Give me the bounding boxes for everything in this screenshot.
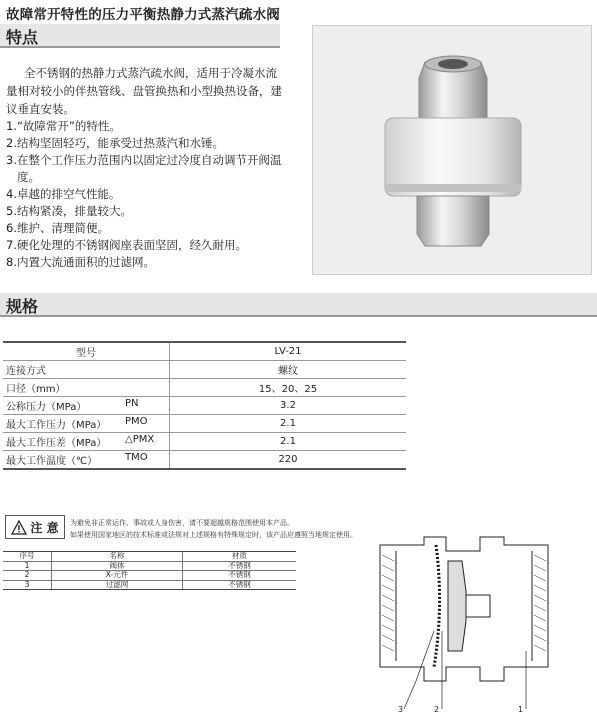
spec-symbol: PMO [125, 416, 148, 427]
model-value: LV-21 [170, 342, 407, 361]
page-title: 故障常开特性的压力平衡热静力式蒸汽疏水阀 [6, 7, 280, 23]
features-list [6, 118, 288, 271]
spec-symbol: TMO [125, 452, 148, 463]
warning-icon [11, 520, 27, 535]
part-name: 阀体 [52, 561, 183, 571]
spec-symbol: △PMX [125, 434, 155, 445]
part-material: 不锈钢 [183, 561, 297, 571]
callout-label: 3 [398, 705, 404, 714]
part-no: 2 [3, 571, 52, 581]
spec-value: 220 [170, 451, 407, 470]
features-intro: 全不锈钢的热静力式蒸汽疏水阀，适用于冷凝水流量相对较小的伴热管线、盘管换热和小型换热设备，建议垂直安装。 [6, 66, 282, 116]
parts-header-cell: 序号 [3, 552, 52, 562]
caution-note-1: 为避免非正常运作、事故或人身伤害，请不要超越规格范围使用本产品。 [70, 519, 294, 527]
part-material: 不锈钢 [183, 571, 297, 581]
table-row [3, 561, 296, 571]
spec-value: 2.1 [170, 433, 407, 451]
specs-heading-bar [0, 293, 597, 317]
specs-header-row [3, 342, 406, 361]
feature-item: 3.在整个工作压力范围内以固定过冷度自动调节开阀温度。 [6, 153, 282, 184]
parts-header-cell: 名称 [52, 552, 183, 562]
spec-label: 连接方式 [6, 366, 46, 377]
table-row [3, 397, 406, 415]
spec-value: 螺纹 [170, 361, 407, 379]
feature-item: 2.结构坚固轻巧，能承受过热蒸汽和水锤。 [6, 136, 224, 150]
parts-header-row [3, 552, 296, 562]
parts-header-cell: 材质 [183, 552, 297, 562]
cross-section-diagram [376, 531, 554, 717]
table-row [3, 571, 296, 581]
caution-note-2: 如果使用国家地区的技术标准或法规对上述规格有特殊规定时，该产品应遵照当地规定使用。 [70, 531, 357, 539]
table-row [3, 451, 406, 470]
feature-item: 5.结构紧凑，排量较大。 [6, 204, 132, 218]
caution-label: 注 意 [30, 520, 59, 535]
feature-item: 4.卓越的排空气性能。 [6, 187, 121, 201]
features-heading: 特点 [6, 28, 39, 47]
table-row [3, 361, 406, 379]
spec-label: 公称压力（MPa） [6, 402, 87, 413]
features-heading-bar [0, 24, 280, 48]
part-name: 过滤网 [52, 580, 183, 590]
part-material: 不锈钢 [183, 580, 297, 590]
spec-label: 最大工作压力（MPa） [6, 420, 107, 431]
spec-value: 3.2 [170, 397, 407, 415]
table-row [3, 433, 406, 451]
feature-item: 1.“故障常开”的特性。 [6, 119, 121, 133]
parts-table [3, 551, 296, 590]
model-label: 型号 [3, 342, 170, 361]
steam-trap-image [313, 26, 591, 274]
spec-symbol: PN [125, 398, 139, 409]
part-no: 1 [3, 561, 52, 571]
table-row [3, 415, 406, 433]
spec-value: 15、20、25 [170, 379, 407, 397]
spec-label: 最大工作压差（MPa） [6, 438, 107, 449]
specs-heading: 规格 [6, 297, 39, 316]
feature-item: 7.硬化处理的不锈钢阀座表面坚固，经久耐用。 [6, 238, 247, 252]
spec-label: 最大工作温度（℃） [6, 456, 98, 467]
caution-badge [5, 515, 65, 539]
section-drawing [376, 531, 554, 717]
spec-label: 口径（mm） [6, 384, 66, 395]
product-photo [312, 25, 592, 275]
feature-item: 8.内置大流通面积的过滤网。 [6, 255, 155, 269]
table-row [3, 580, 296, 590]
callout-label: 2 [434, 705, 440, 714]
callout-label: 1 [518, 705, 524, 714]
spec-value: 2.1 [170, 415, 407, 433]
specs-table [3, 341, 406, 470]
feature-item: 6.维护、清理简便。 [6, 221, 109, 235]
part-no: 3 [3, 580, 52, 590]
table-row [3, 379, 406, 397]
part-name: X-元件 [52, 571, 183, 581]
